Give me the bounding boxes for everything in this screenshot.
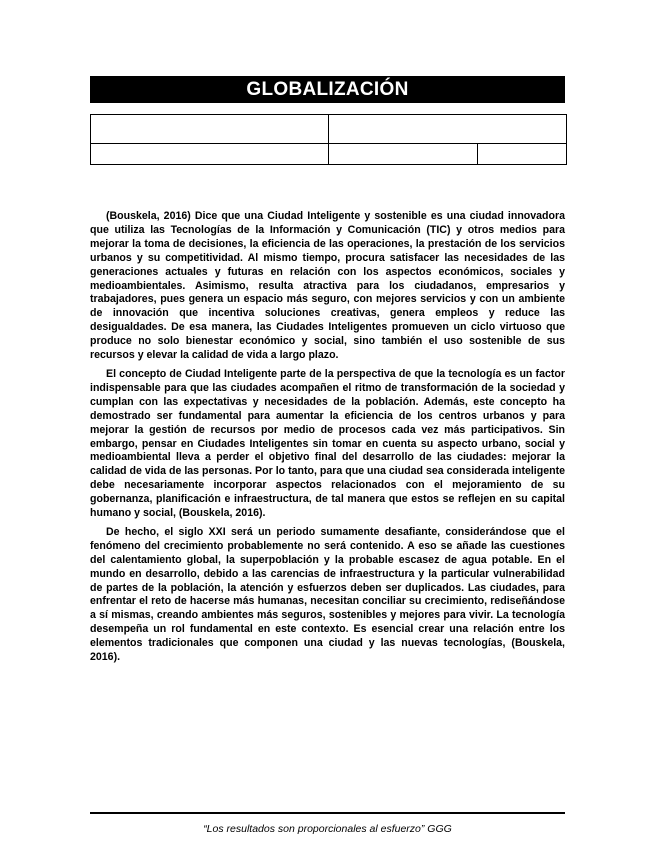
info-table-row [91,115,567,144]
body-paragraph: El concepto de Ciudad Inteligente parte de la perspectiva de que la tecnología es un factor indispensable para que las ciudades acompañen el ritmo de transformación de la sociedad y cumplan con las expectativas y necesidades de la población. Además, este concepto ha demostrado ser fundamental para aumentar la eficiencia de los centros urbanos y para mejorar la gestión de recursos por medio de procesos cada vez más participativos. Sin embargo, pensar en Ciudades Inteligentes sin tomar en cuenta su aspecto urbano, social y medioambiental lleva a perder el objetivo final del desarrollo de las ciudades: mejorar la calidad de vida de las personas. Por lo tanto, para que una ciudad sea considerada inteligente debe necesariamente incorporar aspectos relacionados con el mejoramiento de su gobernanza, planificación e infraestructura, de tal manera que estos se reflejen en su capital humano y social, (Bouskela, 2016). [90,367,565,520]
info-cell-empty[interactable] [329,144,478,165]
body-paragraph: (Bouskela, 2016) Dice que una Ciudad Inteligente y sostenible es una ciudad innovadora que utiliza las Tecnologías de la Información y Comunicación (TIC) y otros medios para mejorar la toma de decisiones, la eficiencia de las operaciones, la prestación de los servicios urbanos y su competitividad. Al mismo tiempo, procura satisfacer las necesidades de las generaciones actuales y futuras en relación con los aspectos económicos, sociales y medioambientales. Asimismo, resulta atractiva para los ciudadanos, empresarios y trabajadores, pues genera un espacio más seguro, con mejores servicios y con un ambiente de innovación que incentiva soluciones creativas, genera empleos y reduce las desigualdades. De esa manera, las Ciudades Inteligentes promueven un ciclo virtuoso que produce no solo bienestar económico y social, sino también el uso sostenible de sus recursos y elevar la calidad de vida a largo plazo. [90,210,565,362]
info-table [90,114,567,165]
footer-quote: “Los resultados son proporcionales al esfuerzo” GGG [203,823,452,835]
info-cell-empty[interactable] [91,115,329,144]
info-cell-empty[interactable] [478,144,567,165]
info-table-row [91,144,567,165]
info-cell-empty[interactable] [91,144,329,165]
document-body [90,210,565,670]
info-cell-empty[interactable] [329,115,567,144]
body-paragraph: De hecho, el siglo XXI será un periodo sumamente desafiante, considerándose que el fenómeno del crecimiento probablemente no será contenido. A eso se añade las cuestiones del calentamiento global, la superpoblación y la probable escasez de agua potable. En el mundo en desarrollo, debido a las carencias de infraestructura y la particular vulnerabilidad de partes de la población, la atención y esfuerzos deben ser duplicados. Las ciudades, para enfrentar el reto de hacerse más humanas, necesitan conciliar su crecimiento, rediseñándose a sí mismas, creando ambientes más seguros, sostenibles y mejores para vivir. La tecnología desempeña un rol fundamental en este contexto. Es esencial crear una relación entre los elementos tradicionales que componen una ciudad y las nuevas tecnologías, (Bouskela, 2016). [90,525,565,664]
footer-divider [90,812,565,814]
page-title: GLOBALIZACIÓN [90,76,565,103]
